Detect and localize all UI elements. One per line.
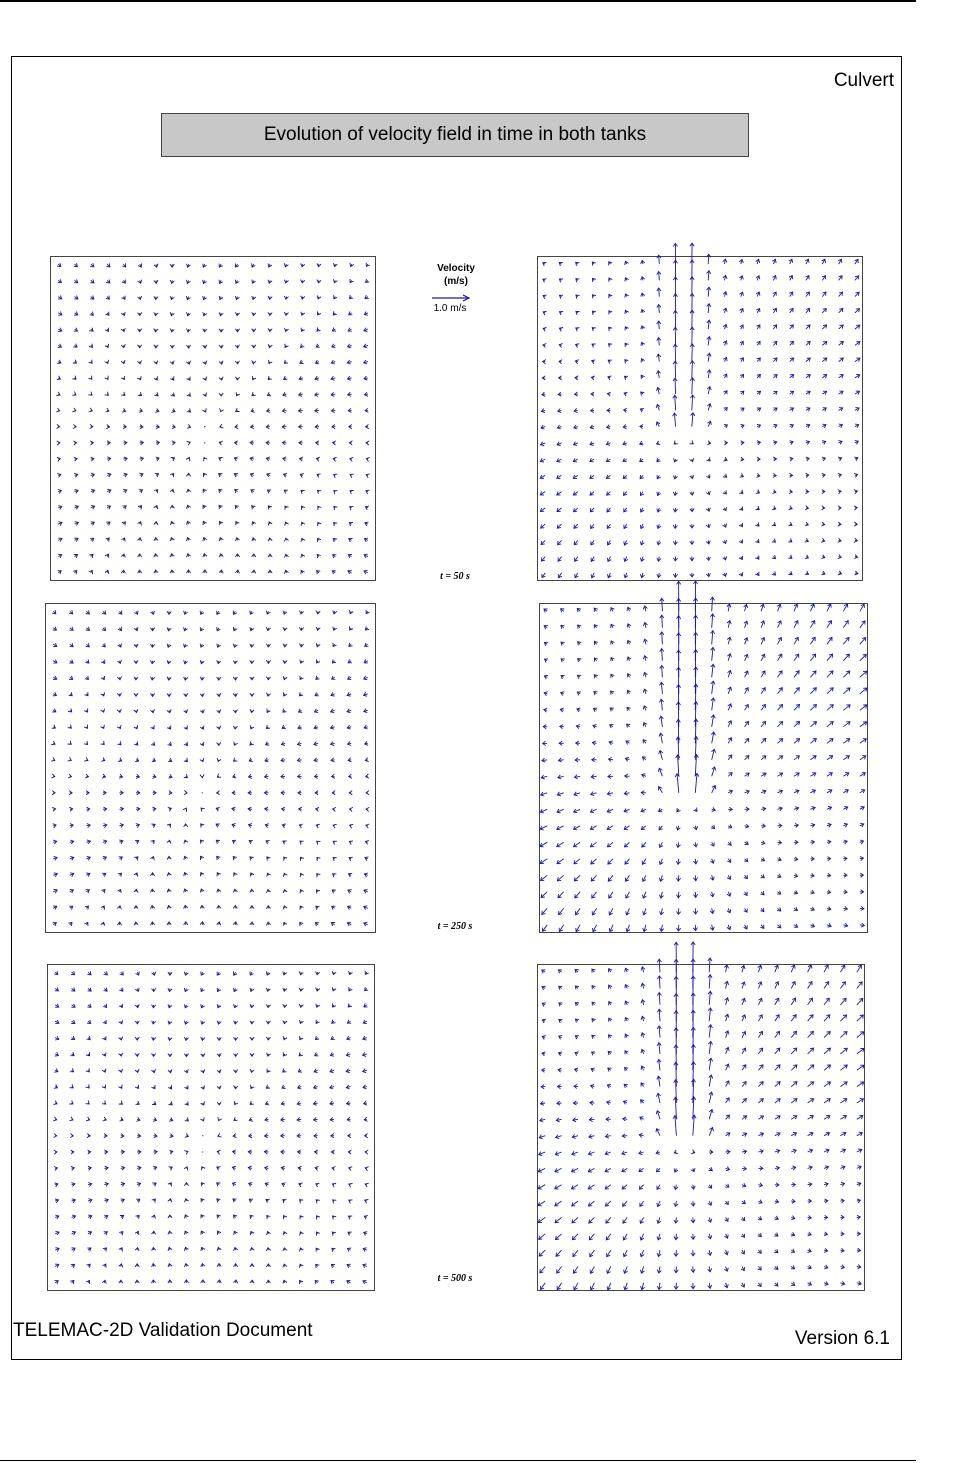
footer-document-name: TELEMAC-2D Validation Document bbox=[13, 1320, 313, 1341]
figure-title: Evolution of velocity field in time in both tanks bbox=[161, 113, 749, 157]
time-label-t500: t = 500 s bbox=[437, 1273, 473, 1284]
velocity-panel-right-t250 bbox=[539, 603, 868, 933]
legend-title: Velocity bbox=[437, 263, 475, 274]
footer-version: Version 6.1 bbox=[794, 1328, 890, 1349]
legend-reference: 1.0 m/s bbox=[433, 303, 467, 314]
time-label-t250: t = 250 s bbox=[437, 921, 473, 932]
document-title: Culvert bbox=[833, 70, 894, 91]
top-rule bbox=[0, 0, 916, 2]
bottom-rule bbox=[0, 1460, 916, 1461]
velocity-panel-left-t50 bbox=[50, 256, 376, 581]
legend-arrow-icon bbox=[432, 294, 472, 302]
velocity-panel-left-t500 bbox=[47, 964, 375, 1291]
velocity-panel-right-t50 bbox=[537, 256, 863, 581]
velocity-legend bbox=[420, 262, 492, 315]
legend-unit: (m/s) bbox=[444, 276, 468, 287]
velocity-panel-right-t500 bbox=[537, 964, 865, 1291]
velocity-panel-left-t250 bbox=[45, 603, 376, 933]
time-label-t50: t = 50 s bbox=[440, 571, 470, 582]
